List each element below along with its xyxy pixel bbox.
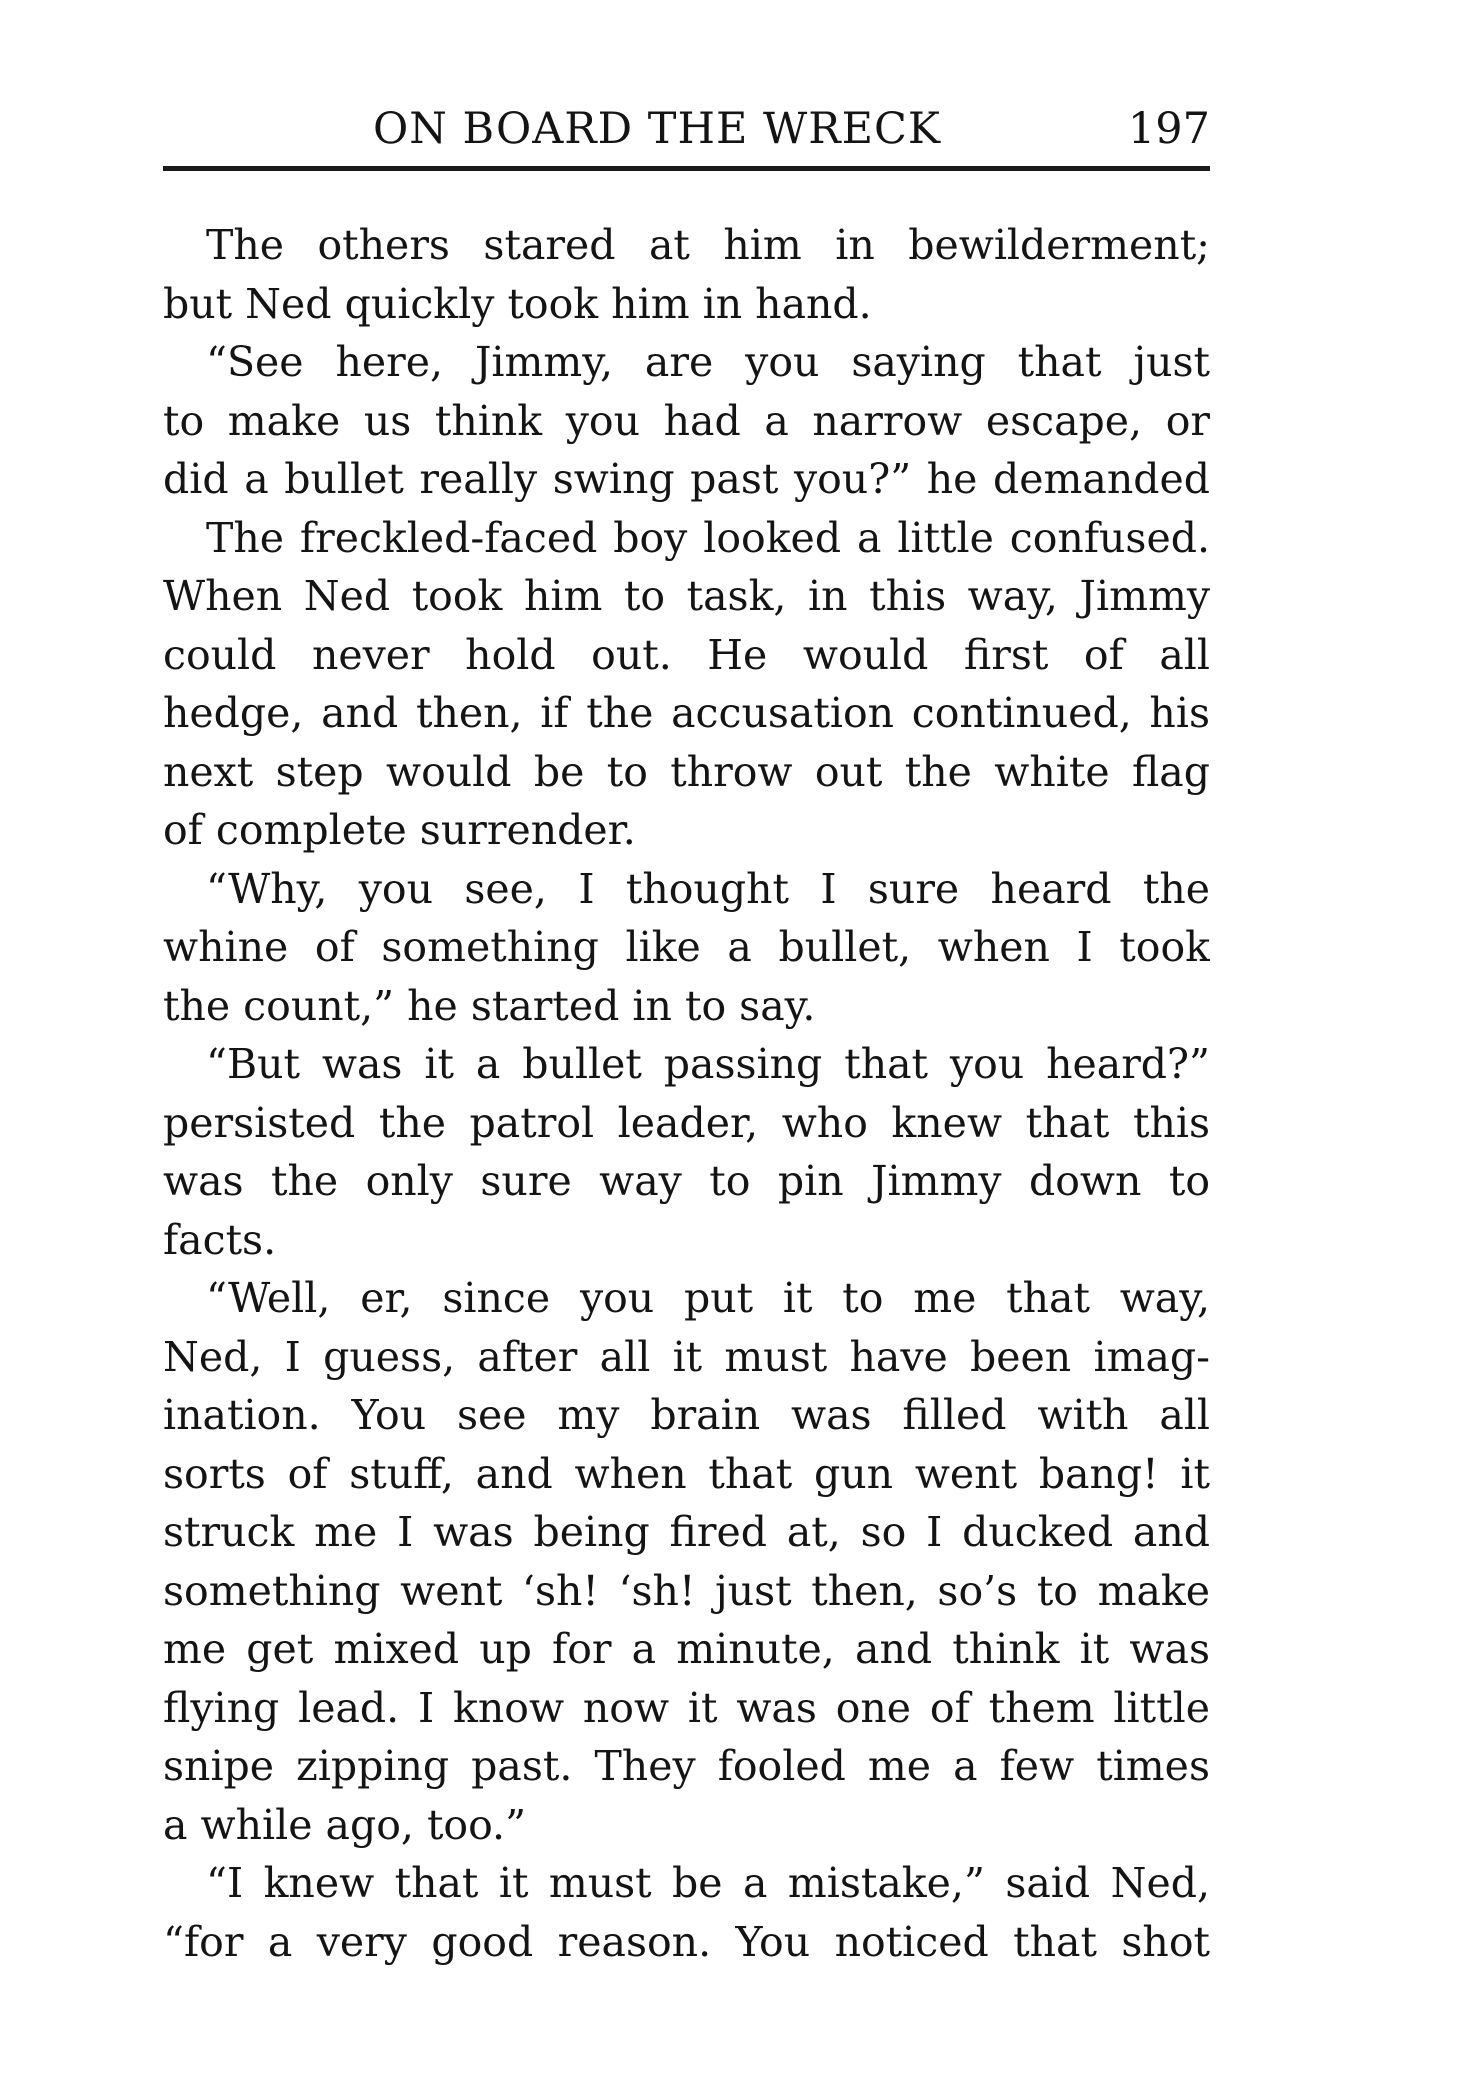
header-rule bbox=[163, 166, 1210, 171]
text-line: struck me I was being fired at, so I ducked and bbox=[163, 1508, 1210, 1556]
text-line: something went ‘sh! ‘sh! just then, so’s to make bbox=[163, 1566, 1210, 1615]
text-line: was the only sure way to pin Jimmy down to bbox=[163, 1157, 1210, 1205]
text-line: sorts of stuff, and when that gun went bang! it bbox=[163, 1449, 1210, 1498]
text-line: the count,” he started in to say. bbox=[163, 981, 816, 1030]
text-line: ination. You see my brain was filled with all bbox=[163, 1391, 1210, 1439]
text-line: “But was it a bullet passing that you heard?” bbox=[206, 1040, 1210, 1088]
text-line: persisted the patrol leader, who knew that this bbox=[163, 1098, 1210, 1147]
text-line: “Why, you see, I thought I sure heard the bbox=[206, 864, 1210, 913]
text-line: snipe zipping past. They fooled me a few times bbox=[163, 1742, 1210, 1790]
text-line: next step would be to throw out the white flag bbox=[163, 747, 1210, 796]
text-line: “for a very good reason. You noticed that shot bbox=[163, 1917, 1210, 1966]
body-text bbox=[163, 216, 1210, 1971]
text-line: flying lead. I know now it was one of them little bbox=[163, 1683, 1210, 1732]
text-line: hedge, and then, if the accusation continued, his bbox=[163, 689, 1210, 737]
text-line: facts. bbox=[163, 1215, 277, 1264]
text-line: a while ago, too.” bbox=[163, 1800, 527, 1849]
text-line: When Ned took him to task, in this way, Jimmy bbox=[163, 572, 1210, 620]
text-line: to make us think you had a narrow escape, or bbox=[163, 396, 1210, 445]
text-line: “I knew that it must be a mistake,” said Ned, bbox=[206, 1859, 1210, 1907]
text-line: “See here, Jimmy, are you saying that just bbox=[206, 338, 1210, 386]
text-line: did a bullet really swing past you?” he demanded bbox=[163, 455, 1210, 503]
text-line: The freckled-faced boy looked a little confused. bbox=[206, 513, 1210, 562]
text-line: The others stared at him in bewilderment; bbox=[206, 221, 1210, 269]
text-line: of complete surrender. bbox=[163, 806, 636, 854]
text-line: me get mixed up for a minute, and think it was bbox=[163, 1625, 1210, 1673]
page-number: 197 bbox=[1127, 104, 1210, 154]
text-line: could never hold out. He would first of all bbox=[163, 630, 1210, 679]
text-line: “Well, er, since you put it to me that way, bbox=[206, 1274, 1210, 1322]
running-title: ON BOARD THE WRECK bbox=[373, 104, 941, 154]
text-line: but Ned quickly took him in hand. bbox=[163, 279, 872, 328]
page-header bbox=[163, 104, 1210, 164]
text-line: Ned, I guess, after all it must have been imag- bbox=[163, 1332, 1210, 1381]
text-line: whine of something like a bullet, when I took bbox=[163, 923, 1210, 971]
